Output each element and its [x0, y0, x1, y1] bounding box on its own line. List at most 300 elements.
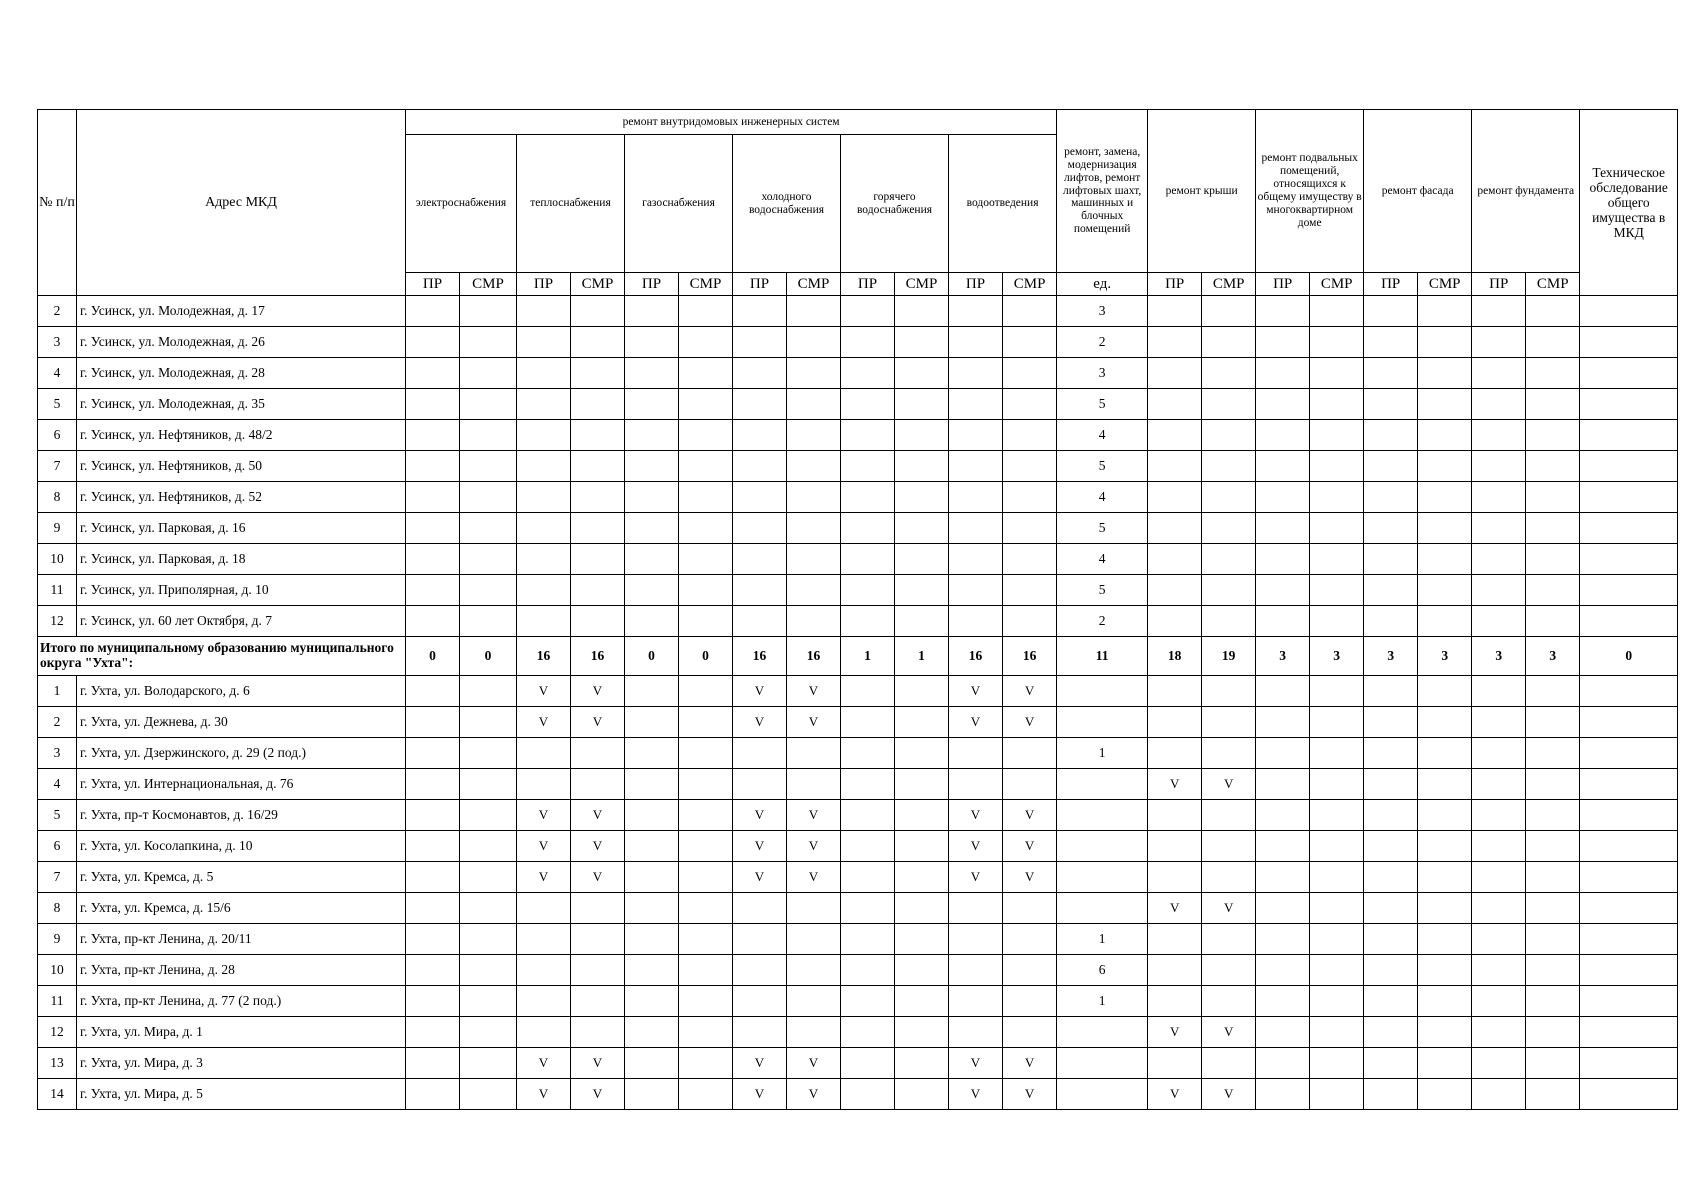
row-address: г. Усинск, ул. 60 лет Октября, д. 7: [77, 606, 406, 637]
row-cell-empty: [1364, 676, 1418, 707]
row-cell-empty: [1580, 327, 1678, 358]
row-cell-empty: [1310, 575, 1364, 606]
row-cell-empty: [733, 738, 787, 769]
row-cell-empty: [1364, 420, 1418, 451]
row-cell-cold: V: [733, 862, 787, 893]
row-cell-empty: [460, 769, 517, 800]
row-cell-drain: V: [1003, 1079, 1057, 1110]
row-cell-empty: [460, 707, 517, 738]
subheader-pr: ПР: [1256, 273, 1310, 296]
row-cell-empty: [517, 389, 571, 420]
row-cell-empty: [1057, 893, 1148, 924]
table-row: [38, 420, 1678, 451]
row-cell-empty: [1472, 482, 1526, 513]
row-cell-empty: [1580, 1048, 1678, 1079]
row-cell-empty: [406, 606, 460, 637]
total-value: 11: [1057, 637, 1148, 676]
row-address: г. Усинск, ул. Нефтяников, д. 52: [77, 482, 406, 513]
row-cell-empty: [1202, 513, 1256, 544]
header-lift: ремонт, замена, модернизация лифтов, ремонт лифтовых шахт, машинных и блочных помещений: [1057, 110, 1148, 273]
row-cell-empty: [1580, 893, 1678, 924]
row-cell-empty: [841, 831, 895, 862]
row-cell-empty: [571, 769, 625, 800]
row-cell-empty: [949, 513, 1003, 544]
row-address: г. Ухта, пр-кт Ленина, д. 77 (2 под.): [77, 986, 406, 1017]
row-cell-empty: [406, 1079, 460, 1110]
row-cell-empty: [460, 513, 517, 544]
row-cell-empty: [406, 769, 460, 800]
row-cell-empty: [1418, 327, 1472, 358]
total-label: Итого по муниципальному образованию муниципального округа "Ухта":: [38, 637, 406, 676]
row-cell-empty: [679, 924, 733, 955]
subheader-smr: СМР: [1202, 273, 1256, 296]
row-cell-empty: [1526, 800, 1580, 831]
row-cell-empty: [1202, 544, 1256, 575]
row-cell-roof: V: [1202, 893, 1256, 924]
row-cell-roof: V: [1148, 893, 1202, 924]
row-cell-empty: [1364, 513, 1418, 544]
total-value: 16: [571, 637, 625, 676]
row-cell-empty: [1580, 575, 1678, 606]
row-cell-empty: [1148, 606, 1202, 637]
row-cell-empty: [406, 924, 460, 955]
total-value: 16: [517, 637, 571, 676]
row-num: 5: [38, 389, 77, 420]
row-cell-empty: [1256, 1079, 1310, 1110]
row-cell-drain: V: [949, 800, 1003, 831]
table-row: [38, 575, 1678, 606]
row-num: 10: [38, 544, 77, 575]
row-cell-empty: [1580, 676, 1678, 707]
row-cell-cold: V: [733, 1079, 787, 1110]
row-cell-empty: [460, 389, 517, 420]
row-cell-empty: [841, 955, 895, 986]
row-cell-empty: [1148, 676, 1202, 707]
row-cell-empty: [406, 738, 460, 769]
row-cell-empty: [895, 296, 949, 327]
row-num: 8: [38, 482, 77, 513]
row-cell-empty: [1526, 1017, 1580, 1048]
subheader-smr: СМР: [1418, 273, 1472, 296]
row-cell-empty: [841, 389, 895, 420]
row-cell-empty: [841, 606, 895, 637]
row-cell-empty: [895, 575, 949, 606]
row-cell-heat: V: [517, 800, 571, 831]
row-num: 4: [38, 358, 77, 389]
subheader-pr: ПР: [841, 273, 895, 296]
row-cell-lift: 5: [1057, 451, 1148, 482]
row-cell-empty: [625, 296, 679, 327]
row-cell-empty: [1364, 800, 1418, 831]
row-cell-heat: V: [517, 1079, 571, 1110]
row-cell-empty: [1148, 924, 1202, 955]
row-cell-empty: [1364, 707, 1418, 738]
row-cell-empty: [733, 955, 787, 986]
row-cell-empty: [895, 924, 949, 955]
row-num: 11: [38, 575, 77, 606]
row-cell-empty: [733, 893, 787, 924]
row-cell-empty: [1202, 482, 1256, 513]
row-cell-empty: [460, 358, 517, 389]
row-cell-empty: [1310, 482, 1364, 513]
row-num: 1: [38, 676, 77, 707]
row-cell-empty: [1057, 707, 1148, 738]
row-cell-lift: 6: [1057, 955, 1148, 986]
row-cell-lift: 2: [1057, 327, 1148, 358]
header-hot-water: горячего водоснабжения: [841, 135, 949, 273]
row-cell-empty: [787, 606, 841, 637]
row-cell-empty: [1472, 769, 1526, 800]
total-row: [38, 637, 1678, 676]
row-cell-empty: [949, 924, 1003, 955]
row-cell-empty: [1580, 862, 1678, 893]
row-cell-empty: [1364, 296, 1418, 327]
row-cell-empty: [625, 544, 679, 575]
row-cell-empty: [1310, 389, 1364, 420]
row-cell-empty: [1526, 296, 1580, 327]
row-cell-empty: [517, 986, 571, 1017]
row-cell-empty: [1256, 1048, 1310, 1079]
row-cell-empty: [460, 800, 517, 831]
row-cell-empty: [895, 327, 949, 358]
row-cell-empty: [517, 893, 571, 924]
row-cell-empty: [841, 544, 895, 575]
row-cell-empty: [517, 327, 571, 358]
row-cell-empty: [1472, 389, 1526, 420]
row-cell-empty: [1148, 955, 1202, 986]
row-cell-empty: [895, 986, 949, 1017]
row-cell-empty: [517, 924, 571, 955]
row-cell-empty: [1472, 831, 1526, 862]
row-cell-empty: [1256, 955, 1310, 986]
row-cell-empty: [571, 924, 625, 955]
table-row: [38, 1079, 1678, 1110]
row-cell-empty: [625, 358, 679, 389]
row-cell-empty: [1580, 924, 1678, 955]
row-cell-empty: [571, 327, 625, 358]
subheader-pr: ПР: [733, 273, 787, 296]
row-cell-empty: [1472, 676, 1526, 707]
row-cell-empty: [406, 986, 460, 1017]
row-cell-empty: [1472, 420, 1526, 451]
row-cell-empty: [625, 575, 679, 606]
row-cell-empty: [733, 513, 787, 544]
row-cell-heat: V: [571, 676, 625, 707]
row-cell-empty: [1472, 986, 1526, 1017]
row-cell-empty: [1057, 676, 1148, 707]
row-cell-drain: V: [949, 862, 1003, 893]
row-cell-empty: [625, 1017, 679, 1048]
table-row: [38, 544, 1678, 575]
total-value: 18: [1148, 637, 1202, 676]
row-cell-empty: [895, 389, 949, 420]
row-address: г. Ухта, ул. Мира, д. 5: [77, 1079, 406, 1110]
row-cell-heat: V: [571, 831, 625, 862]
row-cell-empty: [949, 769, 1003, 800]
row-cell-empty: [1310, 1017, 1364, 1048]
table-row: [38, 738, 1678, 769]
row-cell-empty: [733, 389, 787, 420]
row-cell-empty: [1003, 769, 1057, 800]
row-cell-empty: [1418, 513, 1472, 544]
row-cell-empty: [1364, 1048, 1418, 1079]
row-address: г. Усинск, ул. Молодежная, д. 35: [77, 389, 406, 420]
row-cell-empty: [895, 420, 949, 451]
row-cell-empty: [517, 544, 571, 575]
row-cell-empty: [1148, 451, 1202, 482]
row-cell-empty: [517, 769, 571, 800]
row-cell-empty: [1148, 1048, 1202, 1079]
repair-plan-sheet: [37, 109, 1678, 1110]
table-body: [38, 296, 1678, 1110]
row-cell-empty: [460, 1048, 517, 1079]
row-cell-empty: [517, 575, 571, 606]
row-cell-empty: [679, 738, 733, 769]
row-cell-empty: [1526, 707, 1580, 738]
row-cell-empty: [1418, 955, 1472, 986]
row-cell-lift: 5: [1057, 389, 1148, 420]
row-cell-empty: [895, 893, 949, 924]
row-cell-empty: [517, 482, 571, 513]
row-cell-empty: [1472, 707, 1526, 738]
subheader-smr: СМР: [1003, 273, 1057, 296]
row-cell-empty: [1310, 420, 1364, 451]
row-cell-empty: [679, 676, 733, 707]
row-cell-empty: [1526, 544, 1580, 575]
row-cell-empty: [679, 420, 733, 451]
row-cell-empty: [406, 676, 460, 707]
row-cell-empty: [1364, 327, 1418, 358]
row-cell-empty: [1364, 986, 1418, 1017]
row-cell-empty: [1472, 451, 1526, 482]
row-cell-empty: [1364, 544, 1418, 575]
row-cell-empty: [679, 513, 733, 544]
row-cell-empty: [571, 358, 625, 389]
subheader-pr: ПР: [949, 273, 1003, 296]
row-cell-empty: [460, 831, 517, 862]
row-num: 14: [38, 1079, 77, 1110]
row-cell-empty: [1526, 358, 1580, 389]
row-cell-empty: [1148, 800, 1202, 831]
row-cell-empty: [1003, 1017, 1057, 1048]
row-address: г. Ухта, ул. Косолапкина, д. 10: [77, 831, 406, 862]
row-cell-empty: [625, 955, 679, 986]
total-value: 0: [625, 637, 679, 676]
row-cell-empty: [1057, 769, 1148, 800]
row-cell-empty: [1003, 924, 1057, 955]
row-cell-empty: [406, 893, 460, 924]
row-cell-empty: [1472, 738, 1526, 769]
row-cell-empty: [625, 831, 679, 862]
row-cell-empty: [460, 482, 517, 513]
row-cell-empty: [1472, 606, 1526, 637]
row-cell-empty: [1472, 1079, 1526, 1110]
row-cell-empty: [625, 327, 679, 358]
row-cell-empty: [1526, 1079, 1580, 1110]
row-cell-empty: [949, 296, 1003, 327]
row-cell-cold: V: [733, 1048, 787, 1079]
row-cell-empty: [1148, 513, 1202, 544]
row-address: г. Усинск, ул. Нефтяников, д. 50: [77, 451, 406, 482]
table-row: [38, 800, 1678, 831]
total-value: 0: [406, 637, 460, 676]
row-address: г. Ухта, пр-кт Ленина, д. 28: [77, 955, 406, 986]
row-cell-empty: [1148, 482, 1202, 513]
row-cell-drain: V: [949, 676, 1003, 707]
row-cell-empty: [460, 575, 517, 606]
row-cell-empty: [1418, 482, 1472, 513]
row-cell-empty: [1256, 358, 1310, 389]
table-row: [38, 893, 1678, 924]
row-cell-cold: V: [787, 800, 841, 831]
row-cell-empty: [517, 358, 571, 389]
row-cell-empty: [1202, 327, 1256, 358]
row-cell-empty: [1364, 482, 1418, 513]
row-cell-cold: V: [787, 676, 841, 707]
row-num: 5: [38, 800, 77, 831]
row-cell-empty: [1003, 451, 1057, 482]
row-cell-empty: [1003, 389, 1057, 420]
row-cell-empty: [1472, 296, 1526, 327]
subheader-smr: СМР: [895, 273, 949, 296]
row-cell-empty: [1310, 862, 1364, 893]
row-num: 12: [38, 1017, 77, 1048]
row-cell-empty: [1003, 893, 1057, 924]
total-value: 16: [733, 637, 787, 676]
row-cell-empty: [1148, 544, 1202, 575]
row-cell-empty: [625, 513, 679, 544]
row-cell-empty: [406, 420, 460, 451]
row-cell-empty: [1148, 296, 1202, 327]
row-cell-empty: [460, 738, 517, 769]
row-cell-empty: [1202, 606, 1256, 637]
row-cell-empty: [1256, 707, 1310, 738]
row-cell-empty: [406, 451, 460, 482]
row-cell-empty: [625, 769, 679, 800]
row-cell-empty: [1003, 606, 1057, 637]
row-cell-empty: [733, 544, 787, 575]
table-row: [38, 769, 1678, 800]
row-cell-empty: [625, 924, 679, 955]
row-num: 4: [38, 769, 77, 800]
row-cell-empty: [1472, 924, 1526, 955]
row-cell-empty: [517, 296, 571, 327]
row-cell-empty: [787, 769, 841, 800]
row-cell-heat: V: [517, 1048, 571, 1079]
row-cell-empty: [949, 575, 1003, 606]
row-cell-cold: V: [787, 862, 841, 893]
row-cell-empty: [787, 513, 841, 544]
subheader-unit: ед.: [1057, 273, 1148, 296]
row-cell-empty: [1418, 893, 1472, 924]
row-cell-empty: [895, 513, 949, 544]
row-cell-empty: [1364, 831, 1418, 862]
row-cell-drain: V: [1003, 800, 1057, 831]
row-cell-empty: [1202, 800, 1256, 831]
row-cell-empty: [1256, 738, 1310, 769]
row-cell-empty: [625, 389, 679, 420]
row-cell-empty: [1148, 327, 1202, 358]
row-cell-empty: [517, 420, 571, 451]
total-value: 1: [895, 637, 949, 676]
row-cell-empty: [733, 420, 787, 451]
row-cell-empty: [949, 358, 1003, 389]
row-cell-empty: [679, 389, 733, 420]
row-cell-heat: V: [571, 1048, 625, 1079]
row-cell-empty: [1057, 800, 1148, 831]
row-cell-lift: 1: [1057, 986, 1148, 1017]
row-cell-drain: V: [1003, 707, 1057, 738]
row-cell-empty: [625, 800, 679, 831]
row-cell-empty: [406, 327, 460, 358]
row-cell-empty: [1580, 606, 1678, 637]
row-cell-empty: [1526, 676, 1580, 707]
row-cell-empty: [1310, 1079, 1364, 1110]
row-cell-empty: [733, 986, 787, 1017]
row-cell-empty: [1580, 420, 1678, 451]
row-cell-empty: [679, 606, 733, 637]
row-cell-empty: [1256, 893, 1310, 924]
row-cell-cold: V: [733, 707, 787, 738]
row-cell-empty: [841, 482, 895, 513]
row-cell-empty: [895, 862, 949, 893]
row-cell-empty: [571, 606, 625, 637]
row-cell-empty: [1418, 924, 1472, 955]
row-num: 3: [38, 327, 77, 358]
header-cold-water: холодного водоснабжения: [733, 135, 841, 273]
row-cell-empty: [733, 358, 787, 389]
row-cell-empty: [517, 955, 571, 986]
row-cell-empty: [1364, 1017, 1418, 1048]
row-cell-empty: [679, 1017, 733, 1048]
row-cell-roof: V: [1202, 1079, 1256, 1110]
row-cell-empty: [406, 1017, 460, 1048]
row-cell-empty: [1148, 986, 1202, 1017]
header-tech-survey: Техническое обследование общего имущества в МКД: [1580, 110, 1678, 296]
row-cell-empty: [1526, 986, 1580, 1017]
row-cell-empty: [1418, 986, 1472, 1017]
row-cell-empty: [1472, 575, 1526, 606]
row-address: г. Ухта, ул. Мира, д. 1: [77, 1017, 406, 1048]
row-cell-empty: [460, 420, 517, 451]
row-cell-empty: [679, 800, 733, 831]
row-cell-empty: [625, 893, 679, 924]
row-cell-empty: [1418, 800, 1472, 831]
row-cell-empty: [949, 606, 1003, 637]
row-cell-empty: [1526, 955, 1580, 986]
row-cell-lift: 1: [1057, 924, 1148, 955]
row-cell-empty: [1580, 738, 1678, 769]
row-cell-empty: [787, 451, 841, 482]
total-value: 16: [949, 637, 1003, 676]
row-cell-empty: [571, 893, 625, 924]
row-address: г. Ухта, ул. Дзержинского, д. 29 (2 под.): [77, 738, 406, 769]
row-cell-empty: [1418, 769, 1472, 800]
row-cell-empty: [1202, 955, 1256, 986]
row-cell-cold: V: [787, 1079, 841, 1110]
total-value: 3: [1310, 637, 1364, 676]
row-cell-empty: [406, 389, 460, 420]
row-cell-empty: [1580, 451, 1678, 482]
row-cell-cold: V: [787, 707, 841, 738]
row-cell-empty: [895, 831, 949, 862]
row-cell-empty: [733, 575, 787, 606]
row-cell-empty: [1526, 606, 1580, 637]
row-cell-empty: [1148, 738, 1202, 769]
total-value: 0: [1580, 637, 1678, 676]
row-cell-empty: [1418, 1017, 1472, 1048]
row-num: 9: [38, 924, 77, 955]
